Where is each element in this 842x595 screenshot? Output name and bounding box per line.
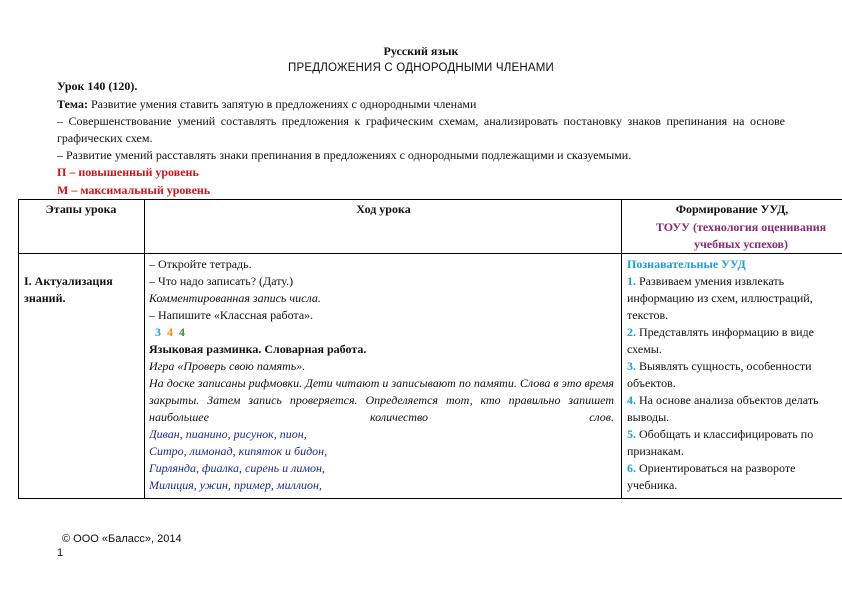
header-stages: Этапы урока — [45, 202, 117, 216]
course-line: – Откройте тетрадь. — [149, 257, 252, 271]
uud-item-number: 1. — [627, 274, 636, 288]
lesson-goal-2: – Развитие умений расставлять знаки препинания в предложениях с однородными подлежащими и сказуемыми. — [57, 148, 632, 162]
course-paragraph: На доске записаны рифмовки. Дети читают и записывают по памяти. Слова в это время закрыты. Затем запись проверяется. Определяется тот, кто правильно запишет наибольшее количество слов. — [149, 376, 614, 424]
uud-item-cont: объектов. — [627, 376, 676, 390]
level-advanced: П – повышенный уровень — [57, 165, 199, 179]
uud-item — [627, 392, 842, 409]
level-marker-3: 3 — [155, 325, 161, 339]
course-line: – Что надо записать? (Дату.) — [149, 274, 294, 288]
page-number: 1 — [57, 547, 64, 559]
uud-item-text: Представлять информацию в виде — [636, 325, 814, 339]
subject-heading: Русский язык — [383, 44, 459, 58]
uud-item-text: На основе анализа объектов делать — [636, 393, 819, 407]
uud-item-number: 4. — [627, 393, 636, 407]
lesson-topic — [57, 96, 785, 113]
rhyme-line: Ситро, лимонад, кипяток и бидон, — [149, 444, 328, 458]
uud-item — [627, 324, 842, 341]
course-cell — [149, 256, 614, 494]
uud-item — [627, 358, 842, 375]
uud-item — [627, 273, 842, 290]
topic-label: Тема: — [57, 97, 88, 111]
table-border-left — [18, 199, 19, 499]
uud-item-text: Обобщать и классифицировать по — [636, 427, 814, 441]
touu-line-2: учебных успехов) — [693, 237, 789, 251]
uud-heading: Познавательные УУД — [627, 257, 746, 271]
uud-item — [627, 426, 842, 443]
rhyme-line: Милиция, ужин, пример, миллион, — [149, 478, 323, 492]
uud-item-cont: схемы. — [627, 342, 662, 356]
table-header-divider — [18, 253, 842, 254]
level-maximum: М – максимальный уровень — [57, 183, 211, 197]
table-border-top — [18, 199, 842, 200]
course-line: Языковая разминка. Словарная работа. — [149, 342, 367, 356]
uud-item-number: 5. — [627, 427, 636, 441]
copyright: © ООО «Баласс», 2014 — [62, 533, 182, 545]
uud-item — [627, 460, 842, 477]
uud-item-text: Развиваем умения извлекать — [636, 274, 785, 288]
header-uud: Формирование УУД, — [675, 202, 789, 216]
uud-item-cont: признакам. — [627, 444, 684, 458]
uud-item-cont: учебника. — [627, 478, 678, 492]
rhyme-line: Диван, пианино, рисунок, пион, — [149, 427, 307, 441]
level-markers — [149, 324, 614, 341]
topic-text: Развитие умения ставить запятую в предложениях с однородными членами — [87, 97, 477, 111]
header-course: Ход урока — [356, 202, 411, 216]
stage-cell: I. Актуализация знаний. — [24, 274, 113, 305]
uud-item-cont: текстов. — [627, 308, 669, 322]
uud-item-text: Ориентироваться на развороте — [636, 461, 796, 475]
uud-item-number: 2. — [627, 325, 636, 339]
uud-item-number: 6. — [627, 461, 636, 475]
uud-item-cont: выводы. — [627, 410, 670, 424]
course-line: Игра «Проверь свою память». — [149, 359, 306, 373]
table-border-bottom — [18, 498, 842, 499]
document-title: ПРЕДЛОЖЕНИЯ С ОДНОРОДНЫМИ ЧЛЕНАМИ — [288, 62, 554, 74]
touu-line-1: ТОУУ (технология оценивания — [655, 220, 827, 234]
level-marker-4: 4 — [167, 325, 173, 339]
lesson-table — [18, 199, 842, 499]
lesson-goal-1: – Совершенствование умений составлять предложения к графическим схемам, анализировать постановку знаков препинания на основе графических схем. — [57, 114, 785, 145]
uud-item-cont: информацию из схем, иллюстраций, — [627, 291, 813, 305]
level-marker-5: 4 — [179, 325, 185, 339]
column-divider-1 — [144, 199, 145, 499]
lesson-number: Урок 140 (120). — [57, 79, 138, 93]
header-touu — [622, 219, 842, 253]
uud-item-number: 3. — [627, 359, 636, 373]
uud-item-text: Выявлять сущность, особенности — [636, 359, 812, 373]
course-line: – Напишите «Классная работа». — [149, 308, 314, 322]
course-line: Комментированная запись числа. — [149, 291, 321, 305]
rhyme-line: Гирлянда, фиалка, сирень и лимон, — [149, 461, 325, 475]
uud-cell — [627, 256, 842, 494]
